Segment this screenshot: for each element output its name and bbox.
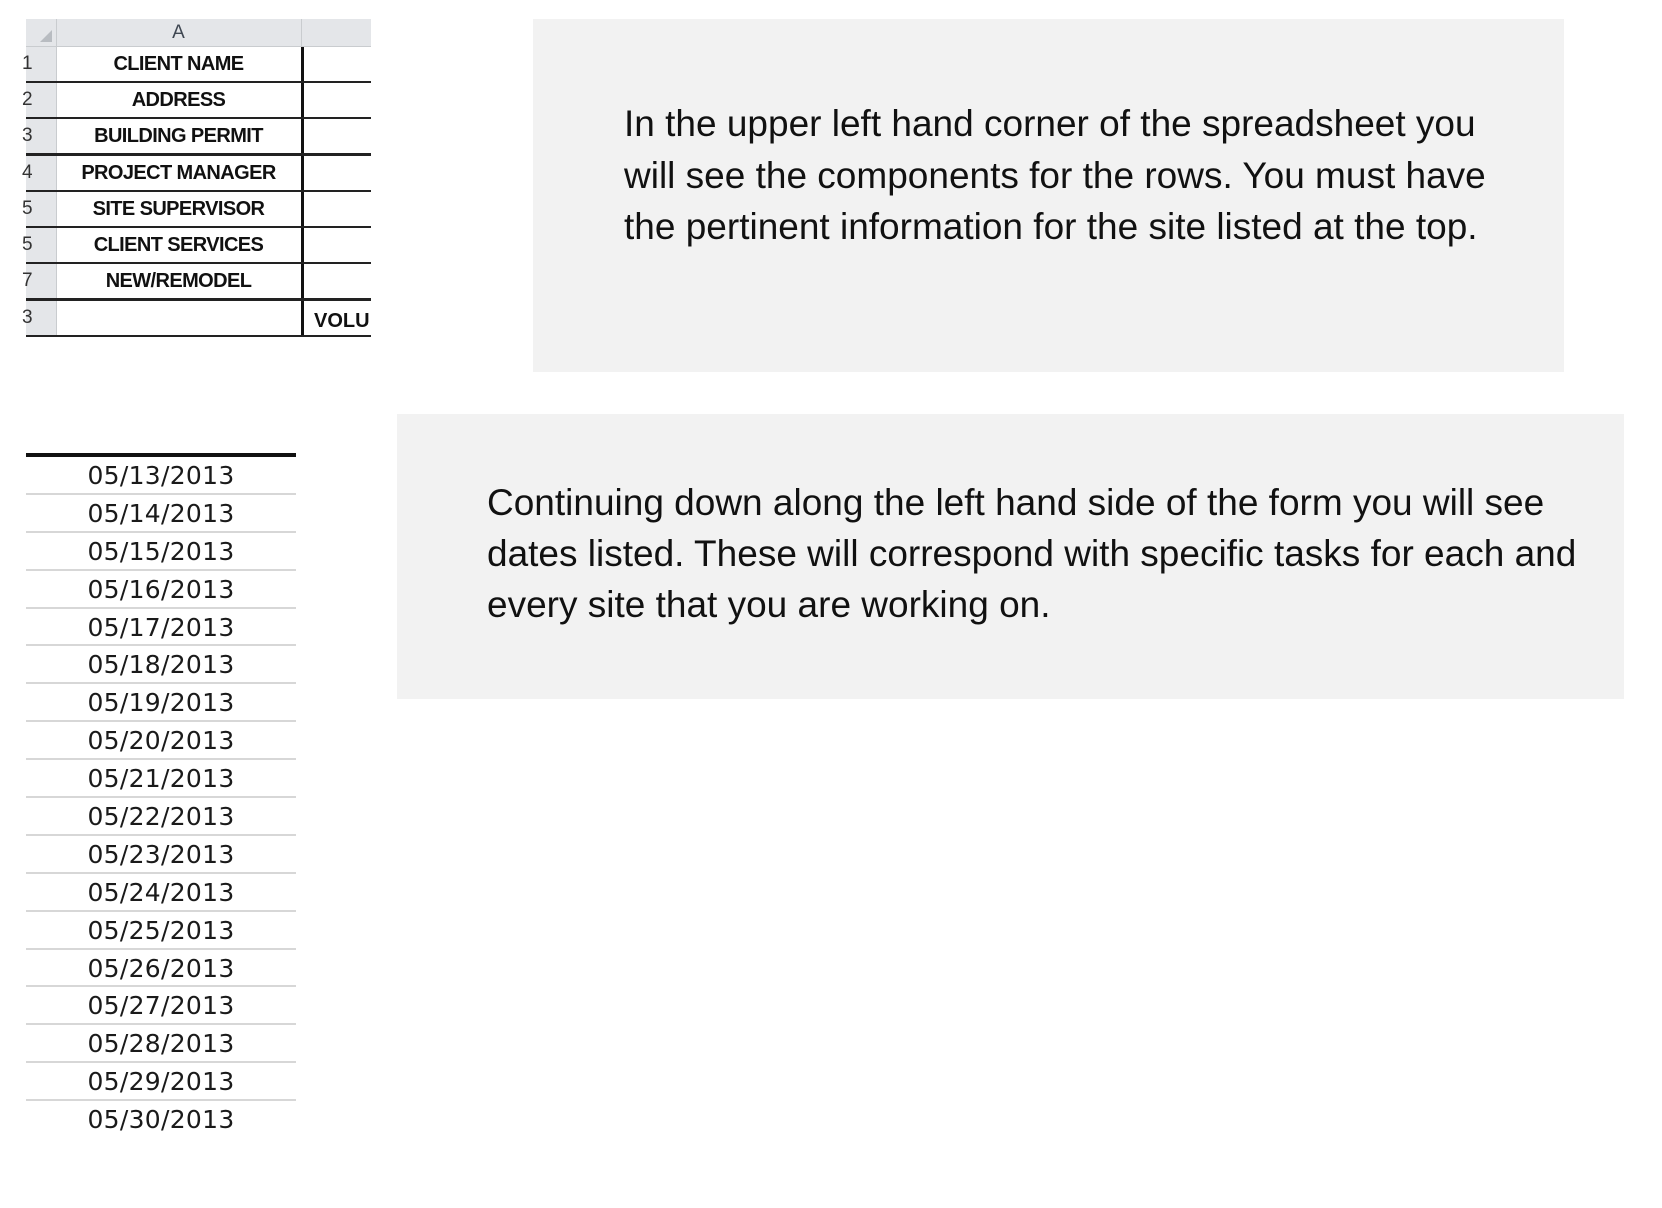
date-cell[interactable]: 05/13/2013 [26,457,296,495]
sheet-row [22,156,371,192]
callout-rows-explanation [533,19,1564,372]
sheet-row [22,83,371,119]
date-cell[interactable]: 05/20/2013 [26,722,296,760]
date-cell[interactable]: 05/29/2013 [26,1063,296,1101]
date-cell[interactable]: 05/14/2013 [26,495,296,533]
cell-a[interactable]: NEW/REMODEL [56,264,304,298]
cell-b[interactable] [304,192,394,226]
date-cell[interactable]: 05/23/2013 [26,836,296,874]
row-number[interactable]: 3 [26,119,57,153]
select-all-corner[interactable] [26,19,57,46]
date-cell[interactable]: 05/16/2013 [26,571,296,609]
spreadsheet-excerpt [22,19,371,337]
cell-b[interactable] [304,228,394,262]
cell-b[interactable]: VOLU [314,310,370,332]
row-number[interactable]: 2 [26,83,57,117]
row-number[interactable]: 5 [26,192,57,226]
date-cell[interactable]: 05/22/2013 [26,798,296,836]
row-number[interactable]: 4 [26,156,57,190]
cell-a[interactable]: PROJECT MANAGER [56,156,304,190]
row-number[interactable]: 5 [26,228,57,262]
cell-a[interactable]: SITE SUPERVISOR [56,192,304,226]
column-header-b[interactable] [302,19,371,46]
sheet-row [22,301,371,337]
date-cell[interactable]: 05/30/2013 [87,1105,235,1135]
cell-b[interactable] [304,47,394,81]
cell-b[interactable] [304,83,394,117]
date-cell[interactable]: 05/28/2013 [26,1025,296,1063]
callout-dates-text: Continuing down along the left hand side of the form you will see dates listed. These will correspond with specific tasks for each and every site that you are working on. [487,482,1577,625]
sheet-row [22,228,371,264]
sheet-row [22,192,371,228]
date-cell[interactable]: 05/15/2013 [26,533,296,571]
date-cell[interactable]: 05/21/2013 [26,760,296,798]
column-header-bar [26,19,371,47]
date-cell[interactable]: 05/19/2013 [26,684,296,722]
cell-a[interactable]: CLIENT NAME [56,47,304,81]
cell-a[interactable] [56,301,304,335]
callout-dates-explanation [397,414,1624,699]
callout-rows-text: In the upper left hand corner of the spreadsheet you will see the components for the rows. You must have the pertinent information for the site listed at the top. [624,103,1486,247]
spreadsheet-rows [22,47,371,337]
date-column [26,453,296,1139]
date-cell[interactable]: 05/27/2013 [26,987,296,1025]
row-number[interactable]: 7 [26,264,57,298]
row-number[interactable]: 1 [26,47,57,81]
date-cell[interactable]: 05/17/2013 [26,609,296,647]
sheet-row [22,47,371,83]
select-all-triangle-icon [40,30,52,42]
sheet-row [22,119,371,156]
cell-a[interactable]: CLIENT SERVICES [56,228,304,262]
date-cell[interactable]: 05/18/2013 [26,646,296,684]
row-number[interactable]: 3 [26,301,57,335]
cell-b[interactable] [304,119,394,153]
cell-b[interactable] [304,156,394,190]
sheet-row [22,264,371,301]
date-cell[interactable]: 05/26/2013 [26,950,296,988]
cell-b[interactable] [304,264,394,298]
column-header-a[interactable]: A [56,19,302,46]
cell-a[interactable]: BUILDING PERMIT [56,119,304,153]
date-cell[interactable]: 05/24/2013 [26,874,296,912]
cell-a[interactable]: ADDRESS [56,83,304,117]
date-cell[interactable]: 05/25/2013 [26,912,296,950]
